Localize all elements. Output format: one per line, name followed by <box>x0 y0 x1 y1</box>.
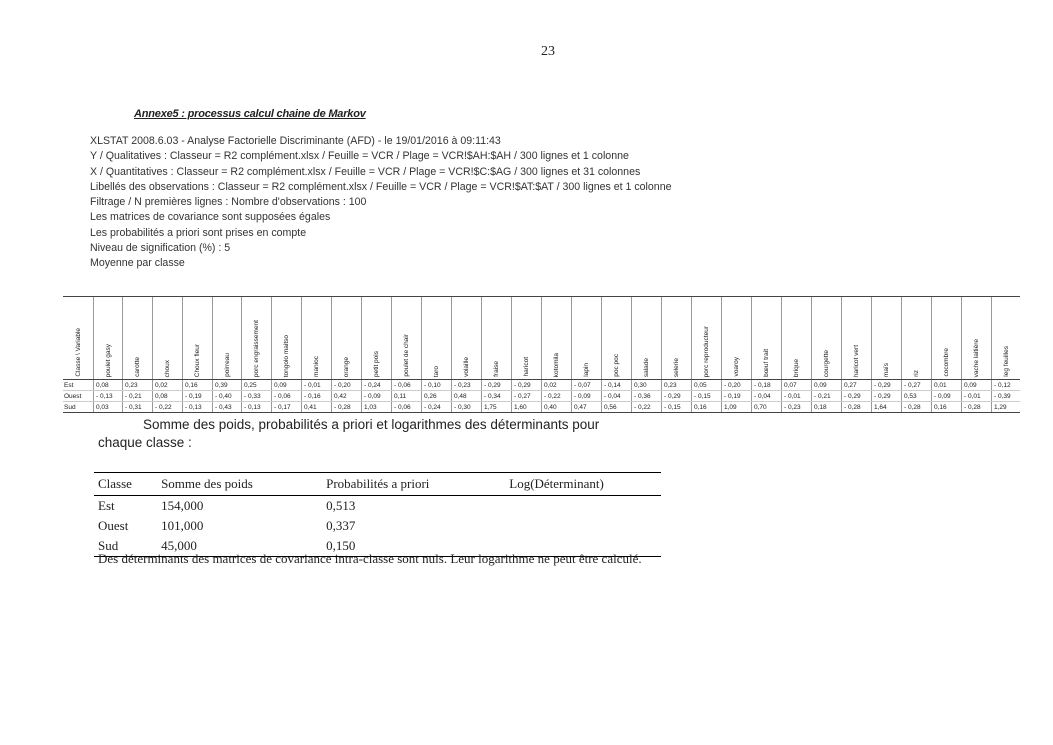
column-header <box>662 297 692 380</box>
xlstat-line: Niveau de signification (%) : 5 <box>90 242 231 255</box>
table-cell: - 0,30 <box>452 402 482 413</box>
table-cell: - 0,34 <box>482 391 512 402</box>
table-cell: 0,11 <box>392 391 422 402</box>
table-cell: - 0,01 <box>302 380 332 391</box>
table-cell: - 0,27 <box>902 380 932 391</box>
xlstat-line: Libellés des observations : Classeur = R2 complément.xlsx / Feuille = VCR / Plage = VCR!$AT:$AT / 300 lignes et 1 colonne <box>90 180 672 193</box>
table-cell: - 0,19 <box>722 391 752 402</box>
table-cell: 1,29 <box>992 402 1021 413</box>
table-cell: 0,08 <box>153 391 183 402</box>
sum-heading-line2: chaque classe : <box>98 435 192 450</box>
table-cell: - 0,22 <box>542 391 572 402</box>
column-header-label: lapin <box>583 363 590 377</box>
table-cell: - 0,23 <box>452 380 482 391</box>
table-cell: 0,07 <box>782 380 812 391</box>
table-cell: - 0,29 <box>842 391 872 402</box>
column-header <box>183 297 213 380</box>
table-cell: Est <box>98 498 115 513</box>
row-class-label: Sud <box>63 402 94 413</box>
column-header <box>632 297 662 380</box>
table-cell: 0,09 <box>272 380 302 391</box>
xlstat-line: Les probabilités a priori sont prises en compte <box>90 226 307 239</box>
column-header <box>962 297 992 380</box>
table-cell: - 0,06 <box>272 391 302 402</box>
table-cell: 0,02 <box>153 380 183 391</box>
column-header-label: maïs <box>883 362 890 377</box>
column-header-label: Classe \ Variable <box>74 328 82 377</box>
table-cell: - 0,13 <box>183 402 213 413</box>
table-row <box>63 402 1020 413</box>
column-header <box>692 297 722 380</box>
table-cell: - 0,29 <box>662 391 692 402</box>
column-header-label: poulet gasy <box>104 343 112 377</box>
table-cell: - 0,28 <box>902 402 932 413</box>
table-cell: - 0,07 <box>572 380 602 391</box>
column-header-label: courgette <box>823 349 830 377</box>
column-header <box>782 297 812 380</box>
table-cell: - 0,20 <box>722 380 752 391</box>
table-cell: 1,64 <box>872 402 902 413</box>
table-cell: 0,16 <box>692 402 722 413</box>
table-cell: - 0,36 <box>632 391 662 402</box>
page-number: 23 <box>541 44 555 59</box>
table-cell: - 0,21 <box>123 391 153 402</box>
table-cell: 0,26 <box>422 391 452 402</box>
sum-heading <box>98 416 658 452</box>
table-cell: - 0,27 <box>512 391 542 402</box>
table-cell: - 0,33 <box>242 391 272 402</box>
column-header-label: tongolo maitso <box>283 334 290 377</box>
column-header <box>722 297 752 380</box>
annex-title: Annexe5 : processus calcul chaine de Markov <box>134 108 366 120</box>
column-header <box>872 297 902 380</box>
column-header <box>213 297 242 380</box>
table-cell: - 0,17 <box>272 402 302 413</box>
column-header-class <box>63 297 94 380</box>
table-cell: 0,09 <box>812 380 842 391</box>
table-cell: - 0,40 <box>213 391 242 402</box>
table-cell: - 0,24 <box>362 380 392 391</box>
column-header-label: leg feuilles <box>1002 346 1010 377</box>
column-header <box>902 297 932 380</box>
column-header <box>572 297 602 380</box>
column-header <box>482 297 512 380</box>
column-header-label: kotomila <box>553 352 560 377</box>
column-header <box>452 297 482 380</box>
column-header <box>302 297 332 380</box>
table-cell: - 0,24 <box>422 402 452 413</box>
table-cell: - 0,19 <box>183 391 213 402</box>
column-header <box>512 297 542 380</box>
column-header-label: petit pois <box>373 350 380 377</box>
column-header-label: haricot <box>523 357 530 377</box>
table-cell: - 0,12 <box>992 380 1021 391</box>
table-cell: - 0,16 <box>302 391 332 402</box>
table-row <box>63 380 1020 391</box>
table-cell: 0,23 <box>662 380 692 391</box>
table-cell: 0,18 <box>812 402 842 413</box>
column-header <box>542 297 572 380</box>
xlstat-line: XLSTAT 2008.6.03 - Analyse Factorielle Discriminante (AFD) - le 19/01/2016 à 09:11:43 <box>90 135 501 147</box>
table-cell: 0,09 <box>962 380 992 391</box>
table-cell: - 0,29 <box>482 380 512 391</box>
column-header-label: choux <box>164 359 171 377</box>
table-row <box>94 496 661 517</box>
table-cell: 0,05 <box>692 380 722 391</box>
table-cell: - 0,01 <box>962 391 992 402</box>
table-cell: - 0,10 <box>422 380 452 391</box>
column-header-label: salade <box>643 357 650 377</box>
column-header-label: carotte <box>134 357 141 377</box>
table-cell: - 0,22 <box>153 402 183 413</box>
table-cell: 0,42 <box>332 391 362 402</box>
table-cell: - 0,28 <box>332 402 362 413</box>
column-header: Probabilités a priori <box>322 473 505 496</box>
table-cell: 0,70 <box>752 402 782 413</box>
table-cell: 0,47 <box>572 402 602 413</box>
table-cell: 1,09 <box>722 402 752 413</box>
means-by-class-table <box>63 296 1020 413</box>
table-cell: 0,16 <box>932 402 962 413</box>
table-cell: 0,56 <box>602 402 632 413</box>
table-cell: - 0,28 <box>842 402 872 413</box>
column-header-label: selerie <box>673 357 680 377</box>
column-header <box>932 297 962 380</box>
xlstat-line: Moyenne par classe <box>90 257 185 270</box>
table-cell: - 0,21 <box>812 391 842 402</box>
column-header <box>332 297 362 380</box>
column-header-label: orange <box>343 356 350 377</box>
column-header-label: manioc <box>313 356 320 377</box>
table-cell: 0,23 <box>123 380 153 391</box>
table-cell: Ouest <box>98 518 129 533</box>
column-header-label: vache laitière <box>973 338 980 377</box>
column-header-label: porc reproducteur <box>703 325 710 377</box>
column-header <box>123 297 153 380</box>
column-header: Somme des poids <box>157 473 322 496</box>
table-cell: - 0,29 <box>512 380 542 391</box>
weights-table <box>94 472 661 557</box>
column-header <box>153 297 183 380</box>
xlstat-line: Les matrices de covariance sont supposées égales <box>90 211 331 224</box>
table-cell: Sud <box>94 536 157 557</box>
table-cell: - 0,09 <box>932 391 962 402</box>
table-cell: - 0,14 <box>602 380 632 391</box>
column-header <box>842 297 872 380</box>
column-header <box>422 297 452 380</box>
table-cell: - 0,15 <box>662 402 692 413</box>
xlstat-line: X / Quantitatives : Classeur = R2 complément.xlsx / Feuille = VCR / Plage = VCR!$C:$AG / 300 lignes et 31 colonnes <box>90 165 641 178</box>
table-cell: 0,01 <box>932 380 962 391</box>
column-header <box>362 297 392 380</box>
table-cell: - 0,04 <box>752 391 782 402</box>
column-header-label: bœuf trait <box>763 349 770 377</box>
table-cell: 1,60 <box>512 402 542 413</box>
column-header-label: Choux fleur <box>194 343 201 377</box>
column-header <box>812 297 842 380</box>
table-row <box>63 391 1020 402</box>
table-cell: 0,03 <box>94 402 123 413</box>
table-cell: - 0,29 <box>872 391 902 402</box>
xlstat-line: Y / Qualitatives : Classeur = R2 complément.xlsx / Feuille = VCR / Plage = VCR!$AH:$AH / 300 lignes et 1 colonne <box>90 150 629 163</box>
table-cell: 0,48 <box>452 391 482 402</box>
sum-heading-line1: Somme des poids, probabilités a priori et logarithmes des déterminants pour <box>143 417 600 432</box>
column-header-label: riz <box>913 370 920 377</box>
table-cell: 101,000 <box>161 518 204 533</box>
table-cell: - 0,18 <box>752 380 782 391</box>
column-header-label: haricot vert <box>853 344 860 377</box>
column-header-label: poulet de chair <box>403 334 410 377</box>
column-header-label: poc poc <box>613 354 620 377</box>
column-header: Log(Déterminant) <box>505 473 661 496</box>
table-cell: - 0,39 <box>992 391 1021 402</box>
xlstat-line: Filtrage / N premières lignes : Nombre d'observations : 100 <box>90 196 367 209</box>
table-cell <box>505 516 661 536</box>
column-header <box>752 297 782 380</box>
column-header-label: fraise <box>493 361 500 377</box>
column-header <box>392 297 422 380</box>
table-cell: - 0,20 <box>332 380 362 391</box>
column-header-label: poirreau <box>223 353 231 377</box>
table-cell: - 0,23 <box>782 402 812 413</box>
table-cell: - 0,31 <box>123 402 153 413</box>
column-header <box>272 297 302 380</box>
table-cell: 0,40 <box>542 402 572 413</box>
column-header <box>992 297 1021 380</box>
table-cell: - 0,09 <box>572 391 602 402</box>
table-cell: 154,000 <box>161 498 204 513</box>
column-header-label: volaille <box>463 357 470 377</box>
table-cell: 0,27 <box>842 380 872 391</box>
table-cell: - 0,43 <box>213 402 242 413</box>
table-cell: 0,02 <box>542 380 572 391</box>
table-cell: 1,03 <box>362 402 392 413</box>
table-cell: 45,000 <box>157 536 322 557</box>
table-cell: 0,16 <box>183 380 213 391</box>
column-header-label: cocombre <box>943 348 950 377</box>
table-cell: 0,30 <box>632 380 662 391</box>
determinant-note: Des déterminants des matrices de covariance intra-classe sont nuls. Leur logarithme ne peut être calculé. <box>98 551 642 566</box>
table-cell: - 0,09 <box>362 391 392 402</box>
table-cell: - 0,22 <box>632 402 662 413</box>
column-header-label: porc engraissement <box>253 319 260 377</box>
column-header <box>242 297 272 380</box>
table-cell: - 0,01 <box>782 391 812 402</box>
table-cell: 0,39 <box>213 380 242 391</box>
xlstat-summary <box>90 134 671 272</box>
table-cell <box>505 496 661 517</box>
table-cell: - 0,13 <box>242 402 272 413</box>
column-header <box>602 297 632 380</box>
table-cell: - 0,15 <box>692 391 722 402</box>
table-row <box>94 516 661 536</box>
table-cell: - 0,06 <box>392 402 422 413</box>
table-cell: 0,53 <box>902 391 932 402</box>
table-cell: - 0,13 <box>94 391 123 402</box>
table-cell: 0,150 <box>322 536 505 557</box>
table-cell: 0,41 <box>302 402 332 413</box>
table-cell: - 0,29 <box>872 380 902 391</box>
table-cell: - 0,28 <box>962 402 992 413</box>
column-header: Classe <box>94 473 157 496</box>
table-cell: 0,25 <box>242 380 272 391</box>
row-class-label: Ouest <box>63 391 94 402</box>
row-class-label: Est <box>63 380 94 391</box>
table-cell: 1,75 <box>482 402 512 413</box>
table-cell: - 0,04 <box>602 391 632 402</box>
table-cell: 0,08 <box>94 380 123 391</box>
table-cell: - 0,06 <box>392 380 422 391</box>
column-header-label: voaroy <box>733 357 740 377</box>
column-header <box>94 297 123 380</box>
table-cell: 0,337 <box>326 518 356 533</box>
column-header-label: taro <box>433 365 440 377</box>
column-header-label: brique <box>793 358 800 377</box>
table-cell: 0,513 <box>326 498 356 513</box>
